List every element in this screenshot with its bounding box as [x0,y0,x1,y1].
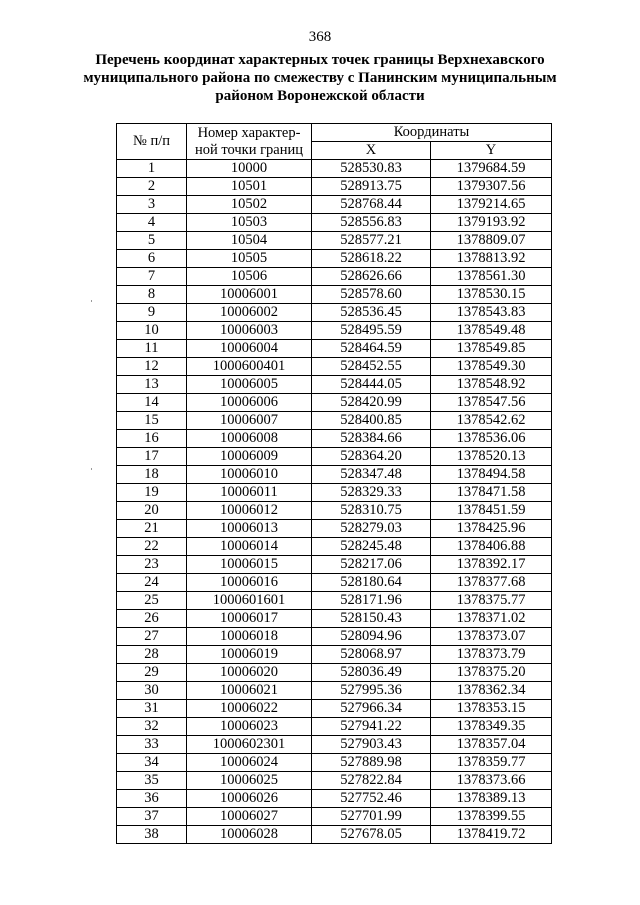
point-number-cell: 10006020 [187,664,312,682]
y-coordinate-cell: 1378543.83 [431,304,552,322]
table-row [117,268,552,286]
table-row [117,592,552,610]
row-number-cell: 27 [117,628,187,646]
table-row [117,412,552,430]
y-coordinate-cell: 1378530.15 [431,286,552,304]
y-coordinate-cell: 1378451.59 [431,502,552,520]
table-row [117,178,552,196]
point-number-cell: 10006019 [187,646,312,664]
row-number-cell: 26 [117,610,187,628]
header-x: X [312,142,431,160]
x-coordinate-cell: 528094.96 [312,628,431,646]
row-number-cell: 28 [117,646,187,664]
table-row [117,664,552,682]
x-coordinate-cell: 528217.06 [312,556,431,574]
x-coordinate-cell: 528536.45 [312,304,431,322]
table-row [117,700,552,718]
y-coordinate-cell: 1378377.68 [431,574,552,592]
table-row [117,448,552,466]
x-coordinate-cell: 528577.21 [312,232,431,250]
table-row [117,610,552,628]
y-coordinate-cell: 1378561.30 [431,268,552,286]
x-coordinate-cell: 527678.05 [312,826,431,844]
x-coordinate-cell: 528364.20 [312,448,431,466]
x-coordinate-cell: 527822.84 [312,772,431,790]
point-number-cell: 10006001 [187,286,312,304]
x-coordinate-cell: 528913.75 [312,178,431,196]
x-coordinate-cell: 528618.22 [312,250,431,268]
point-number-cell: 10006025 [187,772,312,790]
point-number-cell: 10006024 [187,754,312,772]
y-coordinate-cell: 1378362.34 [431,682,552,700]
point-number-cell: 10505 [187,250,312,268]
point-number-cell: 10006016 [187,574,312,592]
point-number-cell: 10006012 [187,502,312,520]
y-coordinate-cell: 1379193.92 [431,214,552,232]
x-coordinate-cell: 528180.64 [312,574,431,592]
table-row [117,232,552,250]
y-coordinate-cell: 1378373.79 [431,646,552,664]
table-row [117,358,552,376]
row-number-cell: 13 [117,376,187,394]
point-number-cell: 10506 [187,268,312,286]
table-row [117,808,552,826]
table-row [117,826,552,844]
table-row [117,160,552,178]
table-row [117,682,552,700]
row-number-cell: 30 [117,682,187,700]
table-row [117,286,552,304]
x-coordinate-cell: 528150.43 [312,610,431,628]
y-coordinate-cell: 1379684.59 [431,160,552,178]
point-number-cell: 10006015 [187,556,312,574]
x-coordinate-cell: 527701.99 [312,808,431,826]
x-coordinate-cell: 528464.59 [312,340,431,358]
point-number-cell: 10006007 [187,412,312,430]
point-number-cell: 10006004 [187,340,312,358]
point-number-cell: 10006008 [187,430,312,448]
x-coordinate-cell: 528329.33 [312,484,431,502]
row-number-cell: 23 [117,556,187,574]
x-coordinate-cell: 528310.75 [312,502,431,520]
y-coordinate-cell: 1378353.15 [431,700,552,718]
header-point-line-2: ной точки границ [194,141,304,158]
title-line-1: Перечень координат характерных точек границы Верхнехавского [95,52,545,68]
table-row [117,520,552,538]
row-number-cell: 2 [117,178,187,196]
row-number-cell: 33 [117,736,187,754]
point-number-cell: 10006013 [187,520,312,538]
table-row [117,430,552,448]
x-coordinate-cell: 528768.44 [312,196,431,214]
point-number-cell: 10006023 [187,718,312,736]
title-line-2: муниципального района по смежеству с Панинским муниципальным [83,70,557,86]
point-number-cell: 1000602301 [187,736,312,754]
header-coordinates: Координаты [312,124,552,142]
scan-mark [91,468,92,470]
x-coordinate-cell: 528530.83 [312,160,431,178]
y-coordinate-cell: 1378419.72 [431,826,552,844]
y-coordinate-cell: 1378375.20 [431,664,552,682]
scan-mark [91,300,92,302]
point-number-cell: 10006021 [187,682,312,700]
header-point-line-1: Номер характер- [197,124,301,141]
row-number-cell: 3 [117,196,187,214]
table-row [117,304,552,322]
point-number-cell: 10501 [187,178,312,196]
table-row [117,196,552,214]
x-coordinate-cell: 528420.99 [312,394,431,412]
y-coordinate-cell: 1378549.85 [431,340,552,358]
header-y: Y [431,142,552,160]
coordinates-table-body [117,160,552,844]
row-number-cell: 8 [117,286,187,304]
table-row [117,214,552,232]
row-number-cell: 7 [117,268,187,286]
point-number-cell: 10006005 [187,376,312,394]
table-row [117,538,552,556]
x-coordinate-cell: 528347.48 [312,466,431,484]
row-number-cell: 6 [117,250,187,268]
y-coordinate-cell: 1378547.56 [431,394,552,412]
y-coordinate-cell: 1378425.96 [431,520,552,538]
y-coordinate-cell: 1378536.06 [431,430,552,448]
y-coordinate-cell: 1379307.56 [431,178,552,196]
row-number-cell: 35 [117,772,187,790]
point-number-cell: 10006003 [187,322,312,340]
y-coordinate-cell: 1378406.88 [431,538,552,556]
y-coordinate-cell: 1378359.77 [431,754,552,772]
table-row [117,736,552,754]
y-coordinate-cell: 1378349.35 [431,718,552,736]
row-number-cell: 37 [117,808,187,826]
row-number-cell: 10 [117,322,187,340]
document-title [70,51,570,105]
row-number-cell: 5 [117,232,187,250]
row-number-cell: 18 [117,466,187,484]
x-coordinate-cell: 528578.60 [312,286,431,304]
point-number-cell: 10006009 [187,448,312,466]
x-coordinate-cell: 527752.46 [312,790,431,808]
x-coordinate-cell: 527889.98 [312,754,431,772]
point-number-cell: 10006017 [187,610,312,628]
y-coordinate-cell: 1378494.58 [431,466,552,484]
x-coordinate-cell: 527903.43 [312,736,431,754]
y-coordinate-cell: 1378373.66 [431,772,552,790]
y-coordinate-cell: 1378520.13 [431,448,552,466]
row-number-cell: 20 [117,502,187,520]
table-row [117,556,552,574]
y-coordinate-cell: 1378371.02 [431,610,552,628]
point-number-cell: 10006027 [187,808,312,826]
x-coordinate-cell: 528384.66 [312,430,431,448]
y-coordinate-cell: 1378549.48 [431,322,552,340]
row-number-cell: 34 [117,754,187,772]
point-number-cell: 10006026 [187,790,312,808]
row-number-cell: 38 [117,826,187,844]
table-row [117,754,552,772]
table-row [117,394,552,412]
table-row [117,790,552,808]
y-coordinate-cell: 1378373.07 [431,628,552,646]
row-number-cell: 21 [117,520,187,538]
table-row [117,340,552,358]
point-number-cell: 1000601601 [187,592,312,610]
table-row [117,484,552,502]
x-coordinate-cell: 528452.55 [312,358,431,376]
x-coordinate-cell: 528036.49 [312,664,431,682]
table-row [117,322,552,340]
y-coordinate-cell: 1378389.13 [431,790,552,808]
point-number-cell: 10006022 [187,700,312,718]
x-coordinate-cell: 528400.85 [312,412,431,430]
header-row-number: № п/п [117,124,187,160]
y-coordinate-cell: 1378357.04 [431,736,552,754]
x-coordinate-cell: 528171.96 [312,592,431,610]
point-number-cell: 10006006 [187,394,312,412]
row-number-cell: 11 [117,340,187,358]
table-row [117,646,552,664]
x-coordinate-cell: 528626.66 [312,268,431,286]
row-number-cell: 29 [117,664,187,682]
row-number-cell: 16 [117,430,187,448]
table-row [117,466,552,484]
row-number-cell: 17 [117,448,187,466]
table-row [117,574,552,592]
table-row [117,376,552,394]
point-number-cell: 10503 [187,214,312,232]
x-coordinate-cell: 528556.83 [312,214,431,232]
table-row [117,772,552,790]
point-number-cell: 1000600401 [187,358,312,376]
x-coordinate-cell: 527966.34 [312,700,431,718]
y-coordinate-cell: 1379214.65 [431,196,552,214]
row-number-cell: 25 [117,592,187,610]
point-number-cell: 10000 [187,160,312,178]
x-coordinate-cell: 527995.36 [312,682,431,700]
coordinates-table [116,123,552,844]
point-number-cell: 10504 [187,232,312,250]
point-number-cell: 10006010 [187,466,312,484]
row-number-cell: 31 [117,700,187,718]
table-row [117,718,552,736]
y-coordinate-cell: 1378809.07 [431,232,552,250]
row-number-cell: 19 [117,484,187,502]
row-number-cell: 22 [117,538,187,556]
table-row [117,250,552,268]
table-row [117,502,552,520]
table-row [117,628,552,646]
x-coordinate-cell: 528444.05 [312,376,431,394]
y-coordinate-cell: 1378542.62 [431,412,552,430]
row-number-cell: 24 [117,574,187,592]
y-coordinate-cell: 1378392.17 [431,556,552,574]
point-number-cell: 10502 [187,196,312,214]
point-number-cell: 10006014 [187,538,312,556]
y-coordinate-cell: 1378813.92 [431,250,552,268]
y-coordinate-cell: 1378375.77 [431,592,552,610]
y-coordinate-cell: 1378549.30 [431,358,552,376]
point-number-cell: 10006028 [187,826,312,844]
header-point-number [187,124,312,160]
y-coordinate-cell: 1378548.92 [431,376,552,394]
title-line-3: районом Воронежской области [215,88,425,104]
point-number-cell: 10006002 [187,304,312,322]
row-number-cell: 4 [117,214,187,232]
row-number-cell: 9 [117,304,187,322]
point-number-cell: 10006018 [187,628,312,646]
row-number-cell: 36 [117,790,187,808]
row-number-cell: 1 [117,160,187,178]
row-number-cell: 15 [117,412,187,430]
x-coordinate-cell: 528245.48 [312,538,431,556]
x-coordinate-cell: 527941.22 [312,718,431,736]
x-coordinate-cell: 528495.59 [312,322,431,340]
point-number-cell: 10006011 [187,484,312,502]
y-coordinate-cell: 1378471.58 [431,484,552,502]
row-number-cell: 14 [117,394,187,412]
row-number-cell: 12 [117,358,187,376]
page-number: 368 [308,29,332,45]
y-coordinate-cell: 1378399.55 [431,808,552,826]
x-coordinate-cell: 528279.03 [312,520,431,538]
x-coordinate-cell: 528068.97 [312,646,431,664]
row-number-cell: 32 [117,718,187,736]
